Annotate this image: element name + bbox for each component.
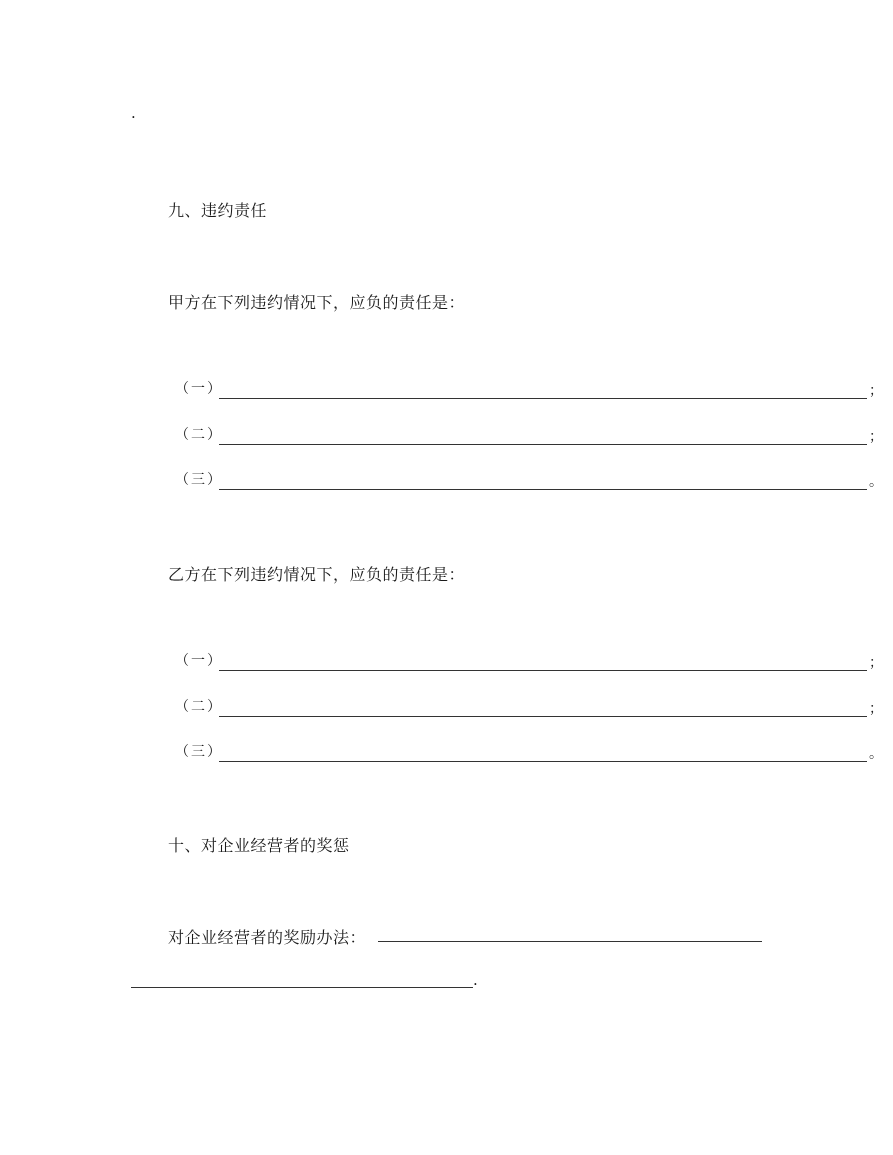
item-label: （三） — [175, 744, 223, 760]
party-a-item-3-blank[interactable] — [219, 489, 867, 490]
reward-blank-1[interactable] — [378, 941, 762, 942]
party-b-item-1 — [175, 650, 883, 672]
party-b-item-2 — [175, 696, 883, 718]
item-label: （二） — [175, 427, 223, 443]
item-end-mark: ； — [869, 383, 883, 399]
section-9-title: 九、违约责任 — [168, 201, 268, 220]
party-b-item-3 — [175, 741, 883, 763]
party-a-item-2 — [175, 424, 883, 446]
item-end-mark: 。 — [869, 474, 883, 490]
party-a-item-3 — [175, 469, 883, 491]
item-label: （一） — [175, 653, 223, 669]
reward-blank-2[interactable] — [131, 987, 473, 988]
item-end-mark: ； — [869, 429, 883, 445]
item-label: （一） — [175, 381, 223, 397]
header-mark: · — [131, 108, 136, 126]
item-end-mark: ； — [869, 655, 883, 671]
section-10-title: 十、对企业经营者的奖惩 — [168, 836, 350, 855]
item-label: （三） — [175, 472, 223, 488]
party-a-item-2-blank[interactable] — [219, 444, 867, 445]
end-mark: . — [473, 971, 478, 989]
item-end-mark: ； — [869, 701, 883, 717]
party-a-intro: 甲方在下列违约情况下，应负的责任是： — [168, 293, 466, 312]
item-end-mark: 。 — [869, 746, 883, 762]
item-label: （二） — [175, 699, 223, 715]
party-b-intro: 乙方在下列违约情况下，应负的责任是： — [168, 565, 466, 584]
party-b-item-2-blank[interactable] — [219, 716, 867, 717]
reward-label: 对企业经营者的奖励办法： — [168, 928, 367, 947]
party-b-item-3-blank[interactable] — [219, 761, 867, 762]
party-a-item-1 — [175, 378, 883, 400]
party-a-item-1-blank[interactable] — [219, 398, 867, 399]
party-b-item-1-blank[interactable] — [219, 670, 867, 671]
